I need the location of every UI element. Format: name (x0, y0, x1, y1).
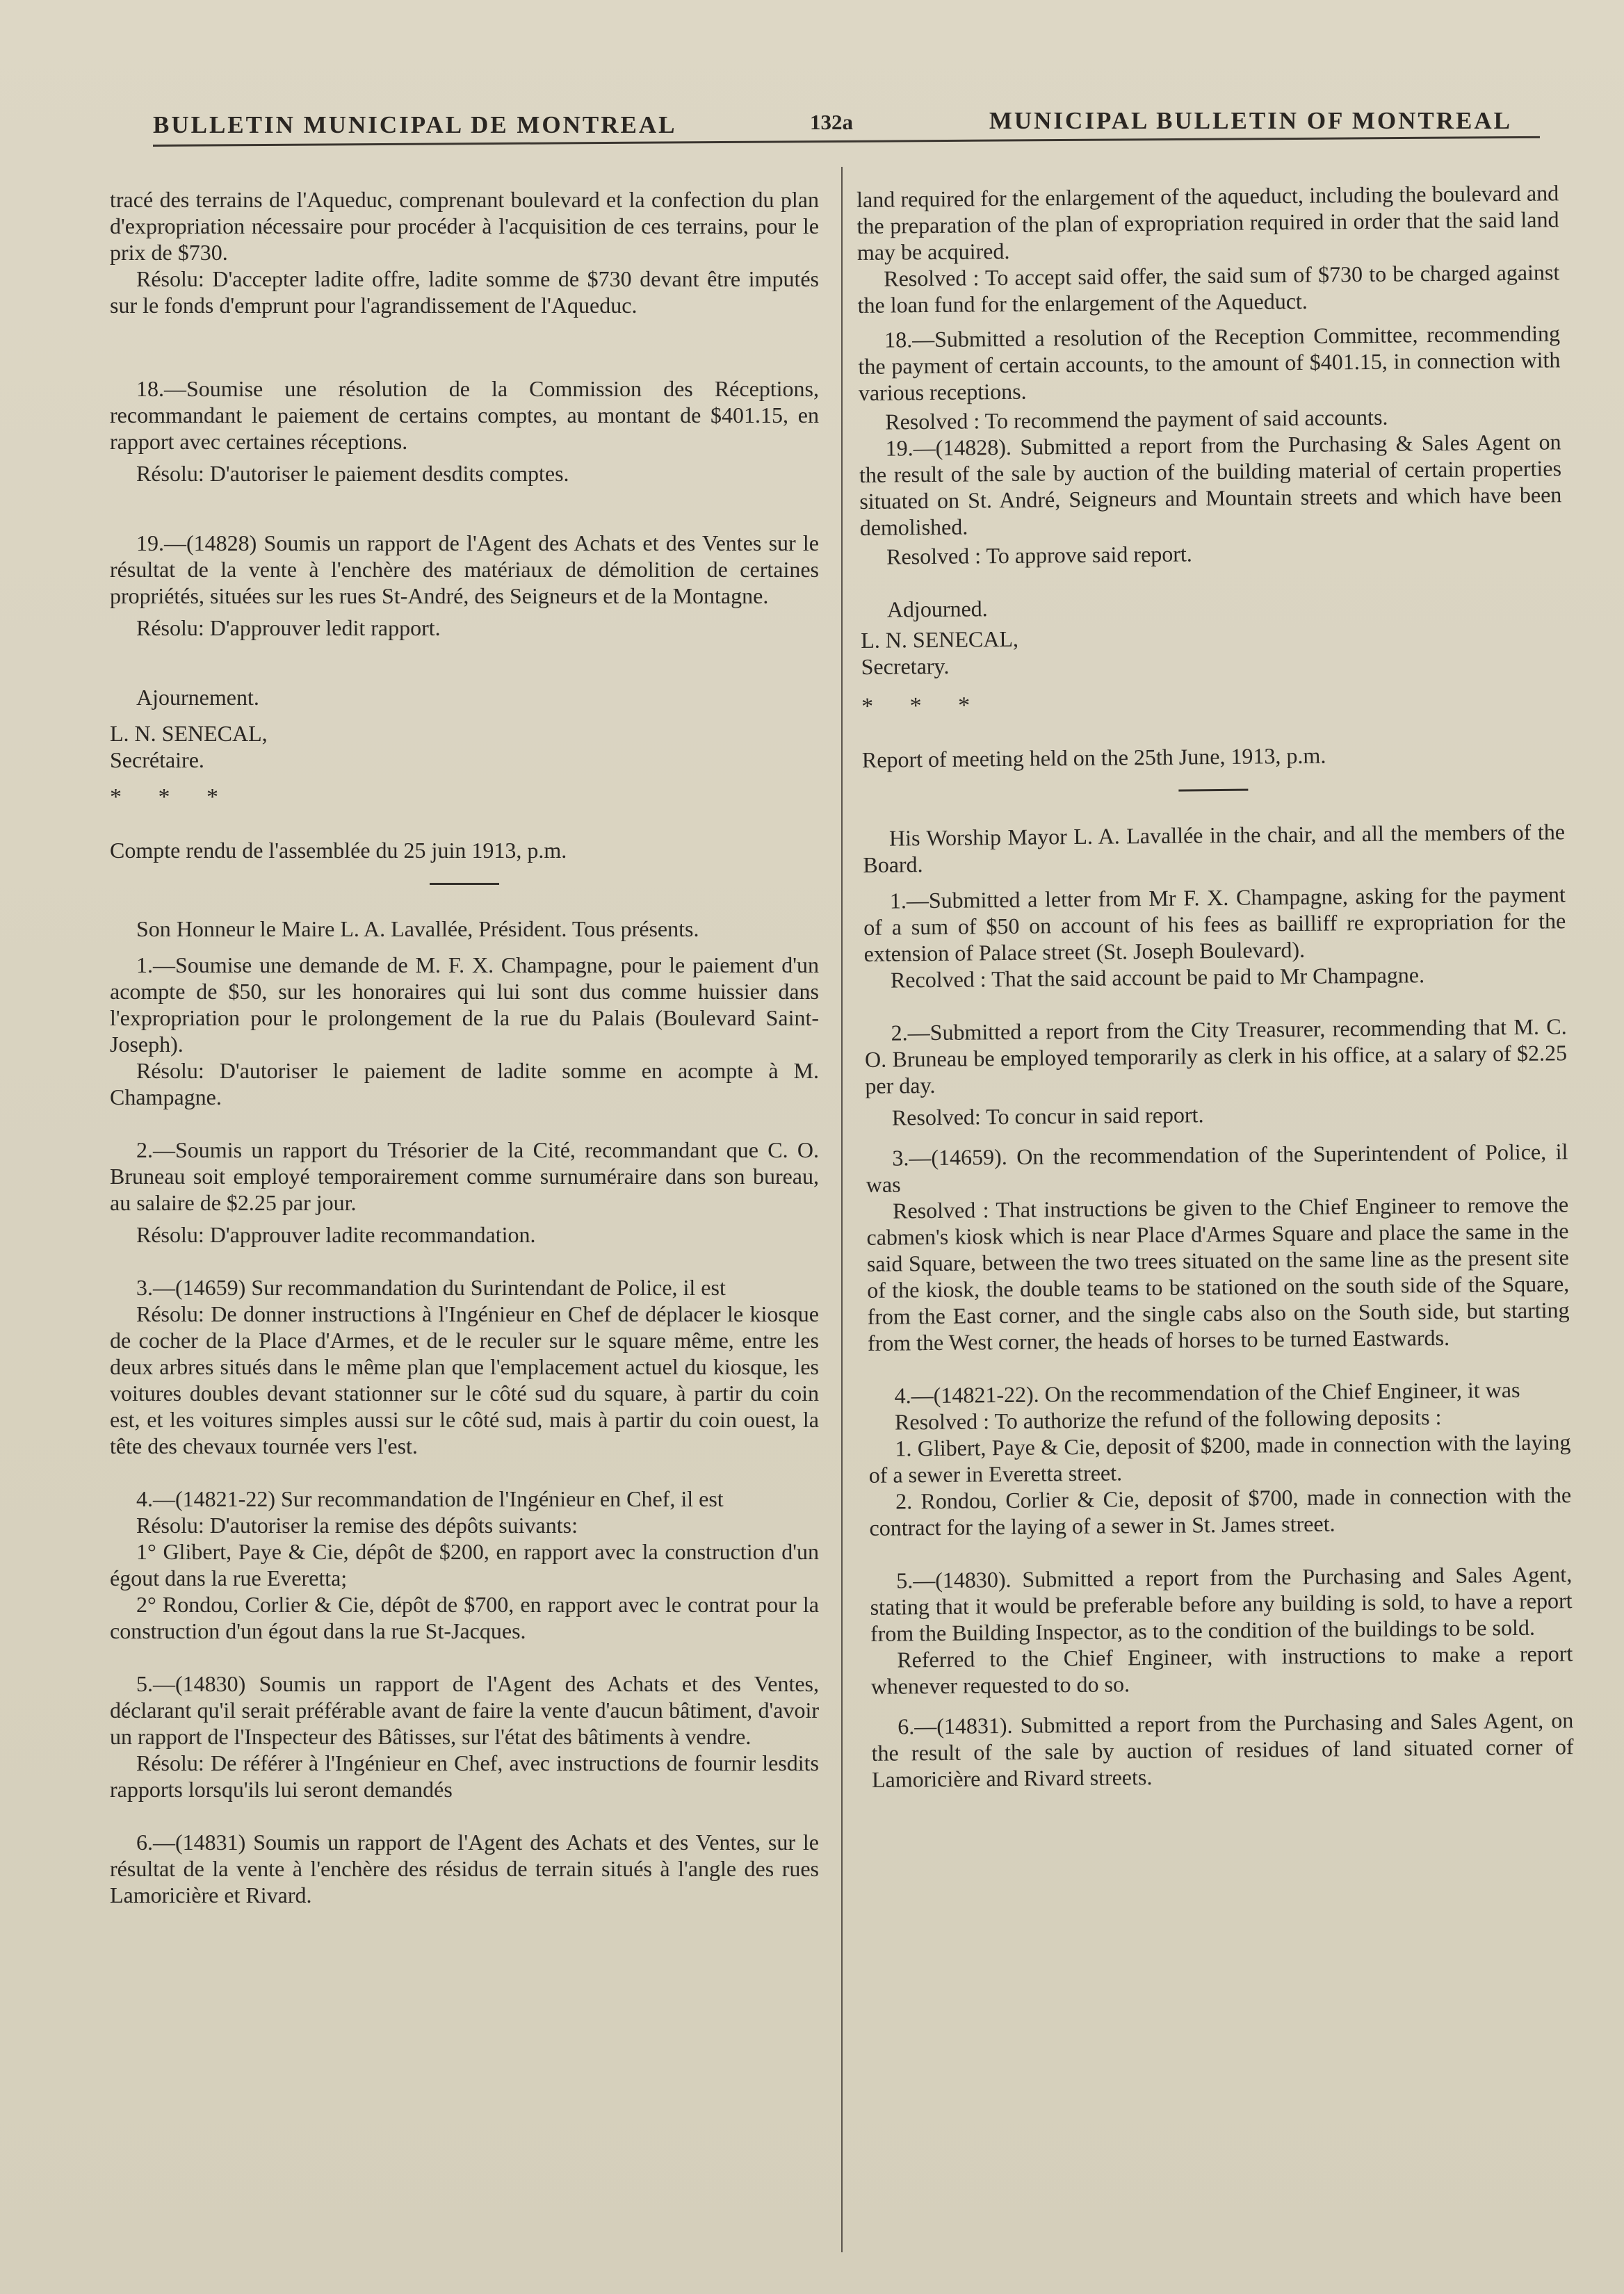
deposit-1: 1. Glibert, Paye & Cie, deposit of $200, made in connection with the laying of a sewer in Everetta street. (868, 1429, 1571, 1488)
resolution: Resolved : To accept said offer, the said sum of $730 to be charged against the loan fund for the enlargement of the Aqueduct. (857, 259, 1560, 318)
page-number: 132a (810, 110, 853, 134)
paragraph: tracé des terrains de l'Aqueduc, comprenant boulevard et la confection du plan d'expropriation nécessaire pour procéder à l'acquisition de ces terrains, pour le prix de $730. (110, 187, 819, 265)
item-6: 6.—(14831). Submitted a report from the Purchasing and Sales Agent, on the result of the sale by auction of residues of land situated corner of Lamoricière and Rivard streets. (871, 1707, 1574, 1792)
attendance: Son Honneur le Maire L. A. Lavallée, Président. Tous présents. (136, 916, 699, 941)
item-18: 18.—Submitted a resolution of the Reception Committee, recommending the payment of certain accounts, to the amount of $401.15, in connection with various receptions. (858, 320, 1561, 405)
section-separator: * * * (110, 784, 234, 810)
resolution: Resolved : That instructions be given to the Chief Engineer to remove the cabmen's kiosk which is near Place d'Armes Square and place the same in the said Square, between the two trees situated on the same line as the present site of the kiosk, the double teams to be stationed on the south side of the Square, from the East corner, and the single cabs also on the South side, but starting from the West corner, the heads of horses to be turned Eastwards. (866, 1191, 1570, 1356)
resolution: Résolu: D'accepter ladite offre, ladite somme de $730 devant être imputés sur le fonds d'emprunt pour l'agrandissement de l'Aqueduc. (110, 266, 819, 318)
title-rule (1178, 789, 1248, 792)
item-19: 19.—(14828) Soumis un rapport de l'Agent des Achats et des Ventes sur le résultat de la vente à l'enchère des matériaux de démolition de certaines propriétés, situées sur les rues St-André, des Seigneurs et de la Montagne. (110, 530, 819, 608)
item-4: 4.—(14821-22). On the recommendation of the Chief Engineer, it was (894, 1376, 1520, 1408)
item-6: 6.—(14831) Soumis un rapport de l'Agent des Achats et des Ventes, sur le résultat de la vente à l'enchère des résidus de terrain situés à l'angle des rues Lamoricière et Rivard. (110, 1830, 819, 1907)
signature-title: Secretary. (861, 653, 950, 679)
item-2: 2.—Soumis un rapport du Trésorier de la Cité, recommandant que C. O. Bruneau soit employé temporairement comme surnuméraire dans son bureau, au salaire de $2.25 par jour. (110, 1137, 819, 1215)
deposit-2: 2. Rondou, Corlier & Cie, deposit of $700, made in connection with the contract for the laying of a sewer in St. James street. (869, 1482, 1572, 1540)
signature-title: Secrétaire. (110, 747, 204, 772)
header-title-fr: BULLETIN MUNICIPAL DE MONTREAL (153, 111, 677, 138)
section-separator: * * * (861, 692, 986, 719)
resolution: Resolved : To recommend the payment of said accounts. (885, 404, 1388, 434)
resolution: Résolu: D'autoriser la remise des dépôts suivants: (136, 1513, 578, 1538)
deposit-2: 2° Rondou, Corlier & Cie, dépôt de $700, en rapport avec le contrat pour la construction d'un égout dans la rue St-Jacques. (110, 1592, 819, 1643)
item-2: 2.—Submitted a report from the City Treasurer, recommending that M. C. O. Bruneau be employed temporarily as clerk in his office, at a salary of $2.25 per day. (864, 1014, 1568, 1098)
attendance: His Worship Mayor L. A. Lavallée in the chair, and all the members of the Board. (863, 819, 1566, 877)
page-header (146, 104, 1522, 146)
resolution: Résolu: D'approuver ledit rapport. (136, 615, 441, 640)
resolution: Résolu: D'autoriser le paiement de ladite somme en acompte à M. Champagne. (110, 1058, 819, 1109)
resolution: Resolved: To concur in said report. (891, 1102, 1204, 1130)
item-4: 4.—(14821-22) Sur recommandation de l'Ingénieur en Chef, il est (136, 1486, 724, 1511)
resolution: Résolu: De référer à l'Ingénieur en Chef, avec instructions de fournir lesdits rapports lorsqu'ils lui seront demandés (110, 1750, 819, 1802)
resolution: Resolved : To authorize the refund of the following deposits : (894, 1404, 1442, 1435)
english-column (856, 179, 1574, 1793)
signature-name: L. N. SENECAL, (110, 721, 268, 746)
adjournment: Ajournement. (136, 685, 259, 710)
referral: Referred to the Chief Engineer, with instructions to make a report whenever requested to do so. (870, 1641, 1573, 1699)
item-19: 19.—(14828). Submitted a report from the Purchasing & Sales Agent on the result of the sale by auction of the building material of certain properties situated on St. André, Seigneurs and Mountain streets and which have been demolished. (859, 429, 1562, 540)
french-column (110, 186, 819, 1908)
paragraph: land required for the enlargement of the aqueduct, including the boulevard and the preparation of the plan of expropriation required in order that the said land may be acquired. (856, 180, 1559, 265)
resolution: Résolu: D'approuver ladite recommandation. (136, 1222, 536, 1247)
resolution: Resolved : To approve said report. (886, 541, 1193, 569)
adjournment: Adjourned. (886, 596, 988, 622)
meeting-title: Report of meeting held on the 25th June, 1913, p.m. (861, 742, 1326, 772)
item-5: 5.—(14830). Submitted a report from the Purchasing and Sales Agent, stating that it would be preferable before any building is sold, to have a report from the Building Inspector, as to the condition of the buildings to be sold. (870, 1561, 1573, 1646)
resolution: Résolu: De donner instructions à l'Ingénieur en Chef de déplacer le kiosque de cocher de la Place d'Armes, et de le reculer sur le square même, entre les deux arbres situés dans le même plan que l'emplacement actuel du kiosque, les voitures doubles devant stationner sur le côté sud du square, à partir du coin est, et les voitures simples aussi sur le côté sud, mais à partir du coin ouest, la tête des chevaux tournée vers l'est. (110, 1301, 819, 1458)
signature-name: L. N. SENECAL, (861, 626, 1019, 653)
column-divider (841, 167, 843, 2252)
item-18: 18.—Soumise une résolution de la Commission des Réceptions, recommandant le paiement de certains comptes, au montant de $401.15, en rapport avec certaines réceptions. (110, 376, 819, 454)
item-5: 5.—(14830) Soumis un rapport de l'Agent des Achats et des Ventes, déclarant qu'il serait préférable avant de faire la vente d'aucun bâtiment, d'avoir un rapport de l'Inspecteur des Bâtisses, sur l'état des bâtiments à vendre. (110, 1671, 819, 1749)
resolution: Résolu: D'autoriser le paiement desdits comptes. (136, 461, 569, 486)
item-1: 1.—Submitted a letter from Mr F. X. Champagne, asking for the payment of a sum of $50 on account of his fees as bailliff re expropriation for the extension of Palace street (St. Joseph Boulevard). (863, 881, 1566, 966)
item-3: 3.—(14659). On the recommendation of the Superintendent of Police, il was (866, 1139, 1568, 1197)
item-1: 1.—Soumise une demande de M. F. X. Champagne, pour le paiement d'un acompte de $50, sur les honoraires qui lui sont dus comme huissier dans l'expropriation pour le prolongement de la rue du Palais (Boulevard Saint-Joseph). (110, 952, 819, 1057)
deposit-1: 1° Glibert, Paye & Cie, dépôt de $200, en rapport avec la construction d'un égout dans la rue Everetta; (110, 1539, 819, 1591)
resolution: Recolved : That the said account be paid to Mr Champagne. (890, 962, 1425, 993)
title-rule (430, 883, 499, 885)
meeting-title: Compte rendu de l'assemblée du 25 juin 1913, p.m. (110, 838, 567, 863)
item-3: 3.—(14659) Sur recommandation du Surintendant de Police, il est (136, 1275, 726, 1300)
header-title-en: MUNICIPAL BULLETIN OF MONTREAL (989, 107, 1512, 134)
